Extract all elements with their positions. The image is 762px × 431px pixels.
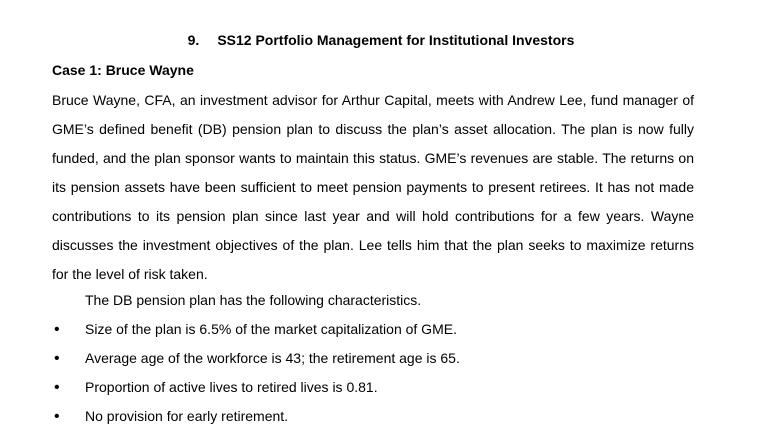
list-item-text: Proportion of active lives to retired lives is 0.81. <box>85 379 378 395</box>
bullet-icon: • <box>54 350 60 367</box>
bullet-icon: • <box>54 321 60 338</box>
list-item-text: No provision for early retirement. <box>85 408 289 424</box>
bullet-icon: • <box>54 408 60 425</box>
case-title: Case 1: Bruce Wayne <box>52 62 194 78</box>
case-paragraph: Bruce Wayne, CFA, an investment advisor for Arthur Capital, meets with Andrew Lee, fund manager of GME’s defined benefit (DB) pension plan to discuss the plan’s asset allocation. The plan is now fully funded, and the plan sponsor wants to maintain this status. GME’s revenues are stable. The returns on its pension assets have been sufficient to meet pension payments to present retirees. It has not made contributions to its pension plan since last year and will hold contributions for a few years. Wayne discusses the investment objectives of the plan. Lee tells him that the plan seeks to maximize returns for the level of risk taken. <box>52 92 694 282</box>
section-heading <box>0 30 762 50</box>
section-title: SS12 Portfolio Management for Institutional Investors <box>217 32 575 48</box>
bullet-icon: • <box>54 379 60 396</box>
list-item-text: Size of the plan is 6.5% of the market capitalization of GME. <box>85 321 457 337</box>
list-item-text: Average age of the workforce is 43; the retirement age is 65. <box>85 350 460 366</box>
characteristics-intro: The DB pension plan has the following characteristics. <box>85 292 422 308</box>
section-number: 9. <box>187 32 200 48</box>
